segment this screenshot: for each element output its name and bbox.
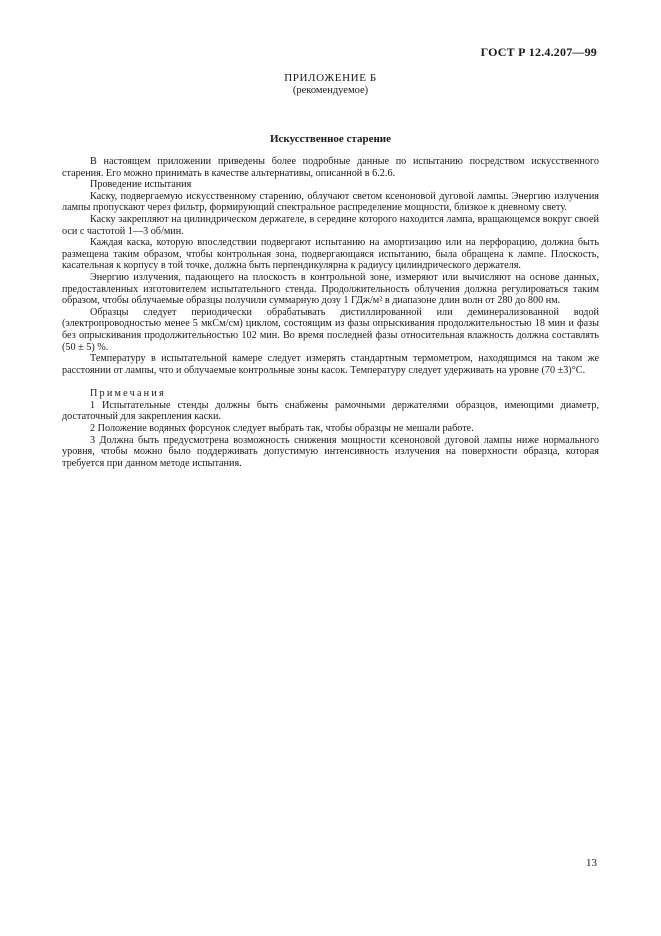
paragraph-holder: Каску закрепляют на цилиндрическом держателе, в середине которого находится лампа, вращающемся вокруг своей оси с частотой 1—3 об/мин. [62,213,599,237]
paragraph-energy: Энергию излучения, падающего на плоскость в контрольной зоне, измеряют или вычисляют на основе данных, предоставленных изготовителем испытательного стенда. Продолжительность облучения должна регулироваться таким образом, чтобы облучаемые образцы получили суммарную дозу 1 ГДж/м² в диапазоне длин волн от 280 до 800 нм. [62,271,599,307]
note-item: 3 Должна быть предусмотрена возможность снижения мощности ксеноновой дуговой лампы ниже нормального уровня, чтобы можно было поддерживать допустимую интенсивность излучения на поверхности образца, которая требуется при данном методе испытания. [62,434,599,469]
standard-code: ГОСТ Р 12.4.207—99 [480,45,597,59]
paragraph-intro: В настоящем приложении приведены более подробные данные по испытанию посредством искусственного старения. Его можно принимать в качестве альтернативы, описанной в 6.2.6. [62,156,599,179]
annex-title: ПРИЛОЖЕНИЕ Б [284,72,377,84]
notes-heading: Примечания [90,388,166,400]
note-item: 1 Испытательные стенды должны быть снабжены рамочными держателями образцов, имеющими диаметр, достаточный для закрепления каски. [62,399,599,423]
note-item: 2 Положение водяных форсунок следует выбрать так, чтобы образцы не мешали работе. [90,423,474,435]
paragraph-placement: Каждая каска, которую впоследствии подвергают испытанию на амортизацию или на перфорацию, должна быть размещена таким образом, чтобы контрольная зона, подвергающаяся испытанию, была обращена к лампе. Плоскость, касательная к корпусу в той точке, должна быть перпендикулярна к радиусу цилиндрического держателя. [62,237,599,272]
paragraph-water-spray: Образцы следует периодически обрабатывать дистиллированной или деминерализованной водой (электропроводностью менее 5 мкСм/см) циклом, состоящим из фазы опрыскивания продолжительностью 18 мин и фазы без опрыскивания продолжительностью 102 мин. Во время последней фазы относительная влажность должна составлять (50 ± 5) %. [62,306,599,353]
paragraph-procedure-heading: Проведение испытания [90,179,192,191]
paragraph-irradiation: Каску, подвергаемую искусственному старению, облучают светом ксеноновой дуговой лампы. Энергию излучения лампы пропускают через фильтр, формирующий спектральное распределение мощности, близкое к дневному свету. [62,190,599,214]
paragraph-temperature: Температуру в испытательной камере следует измерять стандартным термометром, находящимся на таком же расстоянии от лампы, что и облучаемые контрольные зоны касок. Температуру следует удерживать на уровне (70 ±3)°С. [62,353,599,376]
body-text [62,156,599,469]
annex-subtitle: (рекомендуемое) [292,85,369,96]
page-number: 13 [586,857,597,869]
section-title: Искусственное старение [269,133,392,145]
